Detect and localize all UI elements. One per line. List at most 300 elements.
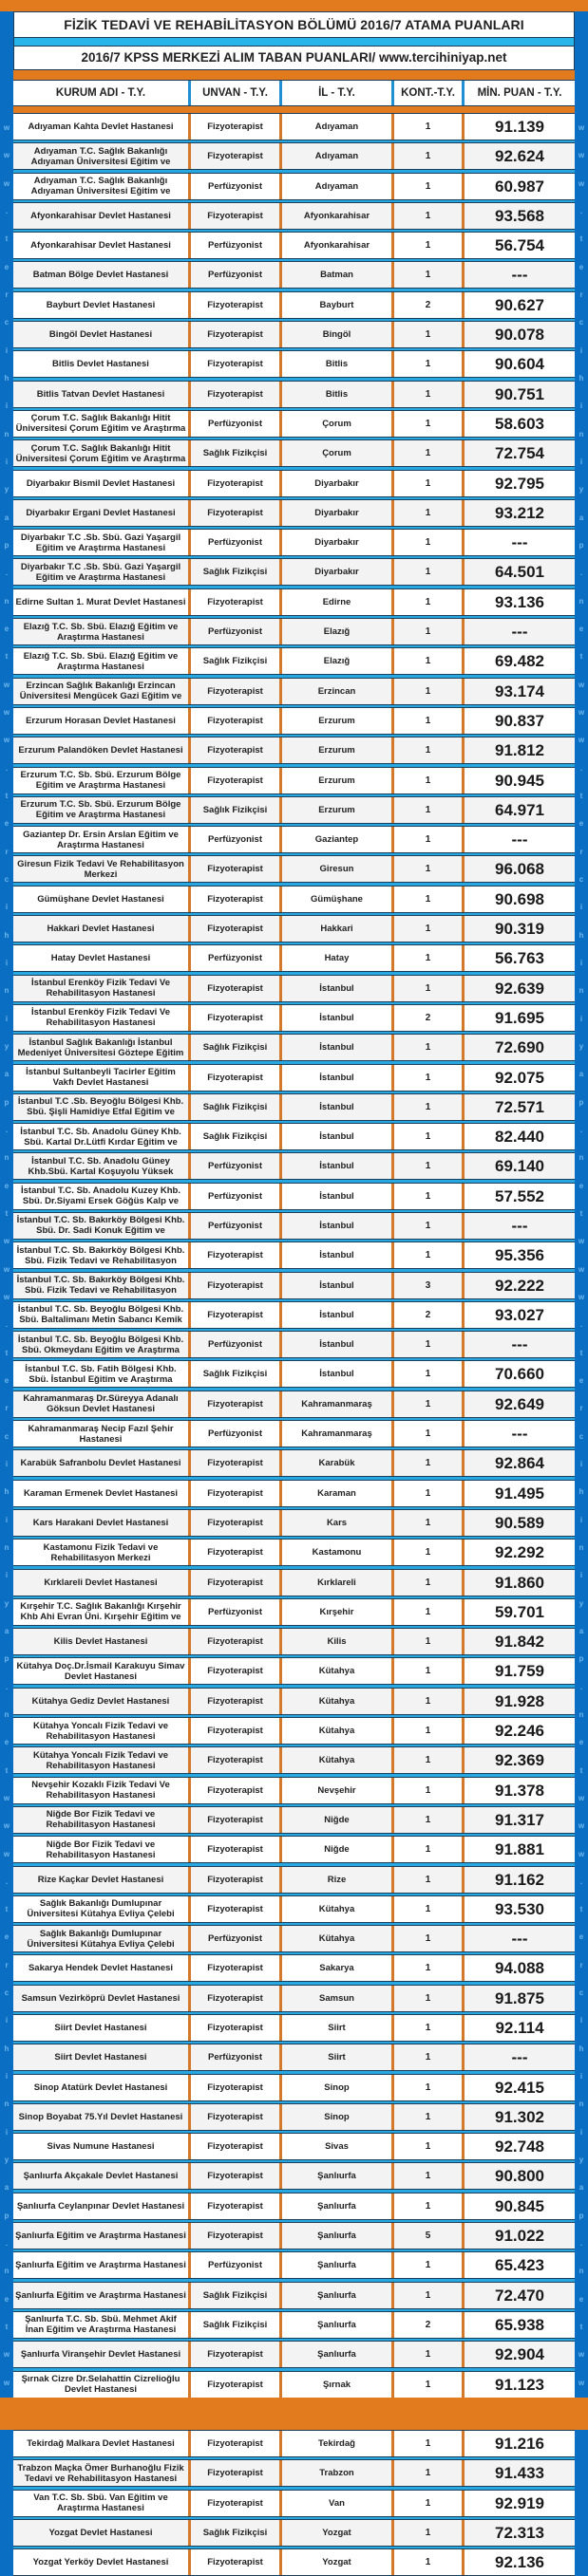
province-cell: Sakarya — [279, 1955, 391, 1981]
watermark-letter: r — [579, 847, 583, 856]
province-cell: İstanbul — [279, 1035, 391, 1060]
watermark-letter: y — [579, 1598, 584, 1608]
province-cell: Niğde — [279, 1837, 391, 1862]
watermark-letter: a — [579, 1070, 584, 1079]
min-score-cell: 90.837 — [462, 708, 575, 734]
watermark-letter: y — [579, 485, 584, 495]
quota-cell: 1 — [391, 2134, 462, 2159]
province-cell: Şanlıurfa — [279, 2223, 391, 2249]
min-score-cell: 92.415 — [462, 2075, 575, 2100]
watermark-letter: p — [579, 1654, 584, 1664]
province-cell: İstanbul — [279, 1065, 391, 1091]
watermark-letter: c — [4, 1988, 9, 1998]
min-score-cell: 91.123 — [462, 2372, 575, 2398]
title-divider — [13, 38, 575, 46]
table-row — [13, 588, 575, 616]
table-row — [13, 291, 575, 319]
min-score-cell: 90.078 — [462, 322, 575, 347]
province-cell: Şanlıurfa — [279, 2283, 391, 2308]
watermark-letter: r — [579, 1960, 583, 1969]
quota-cell: 1 — [391, 1867, 462, 1893]
quota-cell: 1 — [391, 2431, 462, 2456]
watermark-letter: w — [3, 1849, 10, 1858]
province-cell: Kastamonu — [279, 1540, 391, 1565]
watermark-letter: w — [578, 1292, 585, 1301]
quota-cell: 1 — [391, 382, 462, 407]
institution-cell: Adıyaman T.C. Sağlık Bakanlığı Adıyaman Üniversitesi Eğitim ve — [30, 176, 171, 197]
institution-cell: Diyarbakır T.C .Sb. Sbü. Gazi Yaşargil Eğitim ve Araştırma Hastanesi — [20, 532, 181, 553]
title-cell: Fizyoterapist — [188, 1570, 279, 1596]
table-row — [13, 1391, 575, 1418]
quota-cell: 1 — [391, 559, 462, 585]
table-row — [13, 944, 575, 972]
institution-cell: İstanbul T.C. Sb. Anadolu Güney Khb. Sbü. Kartal Dr.Lütfi Kırdar Eğitim ve — [20, 1126, 181, 1148]
title-cell: Sağlık Fizikçisi — [188, 797, 279, 823]
min-score-cell: 91.022 — [462, 2223, 575, 2249]
title-cell: Fizyoterapist — [188, 1807, 279, 1833]
watermark-letter: t — [579, 1765, 583, 1775]
quota-cell: 1 — [391, 1361, 462, 1387]
min-score-cell: 93.027 — [462, 1302, 575, 1328]
quota-cell: 1 — [391, 2252, 462, 2278]
min-score-cell: 91.695 — [462, 1005, 575, 1031]
table-row — [13, 1836, 575, 1863]
table-row — [13, 350, 575, 378]
quota-cell: 1 — [391, 648, 462, 674]
watermark-letter: a — [579, 2183, 584, 2193]
quota-cell: 1 — [391, 2342, 462, 2367]
table-row — [13, 1985, 575, 2012]
quota-cell: 1 — [391, 203, 462, 229]
table-row — [13, 915, 575, 943]
min-score-cell: 90.800 — [462, 2163, 575, 2189]
table-row — [13, 261, 575, 289]
column-header-unvan: UNVAN - T.Y. — [188, 81, 279, 105]
table-row — [13, 2133, 575, 2160]
institution-cell: Şanlıurfa Eğitim ve Araştırma Hastanesi — [15, 2231, 186, 2242]
province-cell: İstanbul — [279, 1094, 391, 1120]
watermark-letter: i — [5, 457, 9, 467]
table-row — [13, 1480, 575, 1507]
title-cell: Fizyoterapist — [188, 292, 279, 318]
min-score-cell: 91.216 — [462, 2431, 575, 2456]
quota-cell: 1 — [391, 1837, 462, 1862]
quota-cell: 1 — [391, 500, 462, 526]
institution-cell: İstanbul Erenköy Fizik Tedavi Ve Rehabilitasyon Hastanesi — [30, 978, 171, 999]
watermark-letter: a — [579, 513, 584, 522]
title-cell: Fizyoterapist — [188, 1896, 279, 1922]
province-cell: Hatay — [279, 945, 391, 971]
min-score-cell: 91.759 — [462, 1658, 575, 1684]
title-cell: Fizyoterapist — [188, 1481, 279, 1506]
watermark-letter: w — [3, 1237, 10, 1246]
watermark-letter: e — [579, 1738, 584, 1747]
watermark-letter: y — [4, 2156, 9, 2165]
min-score-cell: 58.603 — [462, 411, 575, 437]
watermark-letter: i — [5, 401, 9, 411]
table-row — [13, 232, 575, 259]
watermark-letter: . — [5, 763, 9, 773]
institution-cell: İstanbul Erenköy Fizik Tedavi Ve Rehabilitasyon Hastanesi — [30, 1007, 171, 1029]
table-row — [13, 2282, 575, 2309]
min-score-cell: 90.945 — [462, 768, 575, 793]
table-row — [13, 2371, 575, 2399]
table-row — [13, 975, 575, 1002]
institution-cell: Şırnak Cizre Dr.Selahattin Cizrelioğlu Devlet Hastanesi — [21, 2374, 180, 2396]
quota-cell: 1 — [391, 1124, 462, 1149]
quota-cell: 1 — [391, 768, 462, 793]
watermark-letter: i — [579, 1014, 583, 1023]
min-score-cell: 92.639 — [462, 976, 575, 1001]
institution-cell: Niğde Bor Fizik Tedavi ve Rehabilitasyon Hastanesi — [46, 1839, 156, 1860]
min-score-cell: 72.690 — [462, 1035, 575, 1060]
watermark-letter: p — [4, 2211, 9, 2220]
table-row — [13, 796, 575, 824]
watermark-letter: h — [4, 930, 9, 940]
title-cell: Fizyoterapist — [188, 2431, 279, 2456]
institution-cell: Elazığ T.C. Sb. Sbü. Elazığ Eğitim ve Araştırma Hastanesi — [23, 621, 179, 643]
table-row — [13, 1688, 575, 1715]
province-cell: Kütahya — [279, 1747, 391, 1773]
title-cell: Perfüzyonist — [188, 2044, 279, 2070]
watermark-letter: . — [579, 569, 583, 578]
province-cell: Diyarbakır — [279, 471, 391, 496]
quota-cell: 1 — [391, 1570, 462, 1596]
table-row — [13, 618, 575, 645]
min-score-cell: 93.174 — [462, 679, 575, 704]
table-row — [13, 1301, 575, 1329]
title-cell: Fizyoterapist — [188, 2163, 279, 2189]
quota-cell: 1 — [391, 2283, 462, 2308]
watermark-letter: i — [579, 345, 583, 355]
quota-cell: 1 — [391, 2163, 462, 2189]
watermark-letter: h — [4, 374, 9, 383]
institution-cell: Çorum T.C. Sağlık Bakanlığı Hitit Üniversitesi Çorum Eğitim ve Araştırma — [15, 413, 186, 435]
column-header-min-puan: MİN. PUAN - T.Y. — [462, 81, 575, 105]
watermark-letter: w — [3, 1821, 10, 1831]
province-cell: İstanbul — [279, 1213, 391, 1239]
title-cell: Fizyoterapist — [188, 1450, 279, 1476]
table-row — [13, 886, 575, 913]
title-cell: Fizyoterapist — [188, 114, 279, 140]
watermark-letter: n — [579, 986, 584, 996]
province-cell: Şanlıurfa — [279, 2252, 391, 2278]
title-cell: Fizyoterapist — [188, 471, 279, 496]
institution-cell: Sakarya Hendek Devlet Hastanesi — [28, 1963, 174, 1974]
min-score-cell: --- — [462, 1926, 575, 1951]
quota-cell: 1 — [391, 1540, 462, 1565]
watermark-letter: n — [4, 2100, 9, 2109]
score-table-frame — [13, 11, 575, 2576]
table-row — [13, 2311, 575, 2339]
watermark-letter: i — [579, 1459, 583, 1468]
watermark-letter: y — [4, 485, 9, 495]
quota-cell: 1 — [391, 1986, 462, 2011]
table-row — [13, 1598, 575, 1626]
title-cell: Fizyoterapist — [188, 887, 279, 912]
watermark-letter: w — [3, 2378, 10, 2387]
quota-cell: 1 — [391, 1450, 462, 1476]
watermark-letter: c — [4, 318, 9, 327]
province-cell: Yozgat — [279, 2549, 391, 2575]
watermark-letter: w — [578, 178, 585, 188]
province-cell: Erzurum — [279, 797, 391, 823]
title-cell: Fizyoterapist — [188, 916, 279, 942]
min-score-cell: 57.552 — [462, 1184, 575, 1209]
table-row — [13, 1331, 575, 1358]
right-watermark — [575, 114, 588, 2424]
quota-cell: 1 — [391, 1153, 462, 1179]
institution-cell: Bitlis Tatvan Devlet Hastanesi — [36, 388, 165, 400]
watermark-letter: t — [579, 1905, 583, 1914]
table-row — [13, 1183, 575, 1210]
table-row — [13, 381, 575, 408]
institution-cell: İstanbul T.C. Sb. Anadolu Güney Khb.Sbü. Kartal Koşuyolu Yüksek — [28, 1155, 174, 1177]
table-row — [13, 410, 575, 438]
watermark-letter: r — [5, 1404, 9, 1413]
table-row — [13, 1034, 575, 1061]
table-row — [13, 826, 575, 853]
watermark-letter: i — [5, 1515, 9, 1524]
watermark-letter: a — [4, 1070, 9, 1079]
institution-cell: Kütahya Yoncalı Fizik Tedavi ve Rehabilitasyon Hastanesi — [32, 1720, 169, 1742]
province-cell: Şanlıurfa — [279, 2312, 391, 2338]
title-cell: Perfüzyonist — [188, 1332, 279, 1357]
title-cell: Fizyoterapist — [188, 2491, 279, 2516]
title-cell: Sağlık Fizikçisi — [188, 1035, 279, 1060]
title-cell: Fizyoterapist — [188, 976, 279, 1001]
institution-cell: Giresun Fizik Tedavi Ve Rehabilitasyon Merkezi — [17, 858, 184, 880]
quota-cell: 1 — [391, 1778, 462, 1803]
watermark-letter: t — [5, 1905, 9, 1914]
watermark-letter: a — [4, 1626, 9, 1635]
quota-cell: 1 — [391, 589, 462, 615]
institution-cell: Sağlık Bakanlığı Dumlupınar Üniversitesi Kütahya Evliya Çelebi — [27, 1928, 175, 1950]
title-cell: Fizyoterapist — [188, 679, 279, 704]
quota-cell: 1 — [391, 2075, 462, 2100]
province-cell: Kilis — [279, 1629, 391, 1654]
institution-cell: Edirne Sultan 1. Murat Devlet Hastanesi — [15, 596, 186, 607]
watermark-letter: p — [579, 1097, 584, 1107]
min-score-cell: --- — [462, 1332, 575, 1357]
min-score-cell: 94.088 — [462, 1955, 575, 1981]
min-score-cell: 92.246 — [462, 1718, 575, 1744]
watermark-letter: e — [4, 1181, 9, 1190]
table-row — [13, 202, 575, 230]
column-header-il: İL - T.Y. — [279, 81, 391, 105]
province-cell: Afyonkarahisar — [279, 233, 391, 258]
watermark-letter: n — [579, 2100, 584, 2109]
watermark-letter: t — [5, 1765, 9, 1775]
watermark-letter: w — [3, 151, 10, 160]
min-score-cell: 91.812 — [462, 737, 575, 763]
quota-cell: 1 — [391, 1391, 462, 1417]
institution-cell: Kütahya Gediz Devlet Hastanesi — [31, 1695, 170, 1707]
min-score-cell: 92.904 — [462, 2342, 575, 2367]
province-cell: Şanlıurfa — [279, 2163, 391, 2189]
table-row — [13, 647, 575, 675]
table-body — [13, 113, 575, 2576]
watermark-letter: . — [579, 2239, 583, 2249]
title-cell: Sağlık Fizikçisi — [188, 2520, 279, 2546]
title-cell: Fizyoterapist — [188, 737, 279, 763]
table-row — [13, 678, 575, 705]
table-row — [13, 1806, 575, 1834]
table-row — [13, 1569, 575, 1596]
watermark-letter: i — [5, 903, 9, 912]
watermark-letter: n — [579, 1709, 584, 1719]
province-cell: Kütahya — [279, 1926, 391, 1951]
province-cell: İstanbul — [279, 1124, 391, 1149]
province-cell: Erzurum — [279, 737, 391, 763]
watermark-letter: a — [4, 2183, 9, 2193]
watermark-letter: w — [578, 1821, 585, 1831]
column-header-kont: KONT.-T.Y. — [391, 81, 462, 105]
institution-cell: Kırklareli Devlet Hastanesi — [44, 1577, 158, 1588]
quota-cell: 1 — [391, 262, 462, 288]
province-cell: Tekirdağ — [279, 2431, 391, 2456]
watermark-letter: n — [4, 2267, 9, 2276]
table-row — [13, 2193, 575, 2220]
watermark-letter: i — [579, 2072, 583, 2081]
watermark-letter: t — [579, 234, 583, 244]
province-cell: Gaziantep — [279, 827, 391, 852]
table-row — [13, 1657, 575, 1685]
title-cell: Perfüzyonist — [188, 530, 279, 555]
watermark-letter: y — [579, 2156, 584, 2165]
min-score-cell: 64.501 — [462, 559, 575, 585]
table-row — [13, 2044, 575, 2071]
min-score-cell: 91.495 — [462, 1481, 575, 1506]
province-cell: Elazığ — [279, 619, 391, 644]
watermark-letter: h — [4, 1487, 9, 1497]
watermark-letter: w — [578, 151, 585, 160]
watermark-letter: w — [578, 2378, 585, 2387]
institution-cell: İstanbul T.C. Sb. Fatih Bölgesi Khb. Sbü. İstanbul Eğitim ve Araştırma — [25, 1363, 177, 1385]
min-score-cell: 92.075 — [462, 1065, 575, 1091]
title-cell: Fizyoterapist — [188, 2193, 279, 2219]
province-cell: Adıyaman — [279, 114, 391, 140]
quota-cell: 1 — [391, 1421, 462, 1447]
watermark-letter: t — [5, 1348, 9, 1357]
min-score-cell: 92.795 — [462, 471, 575, 496]
watermark-letter: i — [5, 2127, 9, 2137]
watermark-letter: i — [5, 2072, 9, 2081]
min-score-cell: 95.356 — [462, 1242, 575, 1268]
table-row — [13, 2430, 575, 2457]
province-cell: Şırnak — [279, 2372, 391, 2398]
quota-cell: 1 — [391, 856, 462, 882]
watermark-letter: e — [579, 1181, 584, 1190]
institution-cell: Karaman Ermenek Devlet Hastanesi — [23, 1487, 179, 1499]
province-cell: Kütahya — [279, 1896, 391, 1922]
quota-cell: 1 — [391, 530, 462, 555]
title-cell: Perfüzyonist — [188, 262, 279, 288]
province-cell: İstanbul — [279, 1184, 391, 1209]
watermark-letter: n — [4, 1153, 9, 1163]
watermark-letter: . — [579, 1320, 583, 1330]
institution-cell: Rize Kaçkar Devlet Hastanesi — [37, 1874, 164, 1885]
institution-cell: Diyarbakır Ergani Devlet Hastanesi — [26, 507, 176, 518]
quota-cell: 1 — [391, 2549, 462, 2575]
title-cell: Perfüzyonist — [188, 2252, 279, 2278]
institution-cell: Nevşehir Kozaklı Fizik Tedavi Ve Rehabilitasyon Hastanesi — [31, 1780, 170, 1801]
table-row — [13, 2103, 575, 2131]
table-row — [13, 1866, 575, 1894]
watermark-letter: i — [579, 903, 583, 912]
min-score-cell: 91.378 — [462, 1778, 575, 1803]
province-cell: Sinop — [279, 2104, 391, 2130]
table-row — [13, 1212, 575, 1240]
watermark-letter: n — [579, 1153, 584, 1163]
watermark-letter: t — [5, 234, 9, 244]
quota-cell: 1 — [391, 945, 462, 971]
institution-cell: Hatay Devlet Hastanesi — [50, 953, 151, 964]
watermark-letter: w — [3, 1264, 10, 1274]
watermark-letter: . — [579, 763, 583, 773]
quota-cell: 1 — [391, 351, 462, 377]
province-cell: Kahramanmaraş — [279, 1421, 391, 1447]
table-row — [13, 1093, 575, 1121]
title-cell: Fizyoterapist — [188, 1510, 279, 1536]
quota-cell: 1 — [391, 1926, 462, 1951]
min-score-cell: 59.701 — [462, 1599, 575, 1625]
title-cell: Fizyoterapist — [188, 322, 279, 347]
title-cell: Fizyoterapist — [188, 2223, 279, 2249]
institution-cell: Sinop Atatürk Devlet Hastanesi — [33, 2081, 168, 2093]
title-cell: Fizyoterapist — [188, 1273, 279, 1298]
min-score-cell: 69.140 — [462, 1153, 575, 1179]
watermark-letter: i — [579, 401, 583, 411]
institution-cell: Erzurum Palandöken Devlet Hastanesi — [18, 745, 183, 756]
watermark-letter: n — [4, 596, 9, 606]
watermark-letter: w — [3, 1793, 10, 1802]
institution-cell: İstanbul T.C. Sb. Bakırköy Bölgesi Khb. Sbü. Fizik Tedavi ve Rehabilitasyon — [16, 1244, 185, 1266]
watermark-letter: c — [4, 875, 9, 885]
quota-cell: 1 — [391, 916, 462, 942]
min-score-cell: 93.568 — [462, 203, 575, 229]
province-cell: İstanbul — [279, 976, 391, 1001]
institution-cell: Siirt Devlet Hastanesi — [54, 2023, 147, 2033]
quota-cell: 1 — [391, 1747, 462, 1773]
watermark-letter: n — [579, 2267, 584, 2276]
min-score-cell: 65.938 — [462, 2312, 575, 2338]
min-score-cell: 91.875 — [462, 1986, 575, 2011]
watermark-letter: . — [5, 1125, 9, 1134]
watermark-letter: e — [4, 1932, 9, 1942]
title-cell: Perfüzyonist — [188, 827, 279, 852]
min-score-cell: 92.136 — [462, 2549, 575, 2575]
institution-cell: Kahramanmaraş Dr.Süreyya Adanalı Göksun Devlet Hastanesi — [23, 1393, 179, 1415]
province-cell: İstanbul — [279, 1273, 391, 1298]
title-cell: Sağlık Fizikçisi — [188, 440, 279, 466]
institution-cell: Şanlıurfa Akçakale Devlet Hastanesi — [23, 2171, 179, 2182]
quota-cell: 1 — [391, 1510, 462, 1536]
province-cell: Bingöl — [279, 322, 391, 347]
watermark-letter: i — [579, 1515, 583, 1524]
watermark-letter: n — [4, 1709, 9, 1719]
province-cell: Van — [279, 2491, 391, 2516]
watermark-letter: i — [5, 1014, 9, 1023]
province-cell: Nevşehir — [279, 1778, 391, 1803]
min-score-cell: 93.212 — [462, 500, 575, 526]
watermark-letter: e — [4, 1738, 9, 1747]
title-cell: Fizyoterapist — [188, 589, 279, 615]
province-cell: İstanbul — [279, 1005, 391, 1031]
institution-cell: Van T.C. Sb. Sbü. Van Eğitim ve Araştırma Hastanesi — [33, 2492, 168, 2514]
watermark-letter: w — [3, 178, 10, 188]
title-cell: Fizyoterapist — [188, 1391, 279, 1417]
